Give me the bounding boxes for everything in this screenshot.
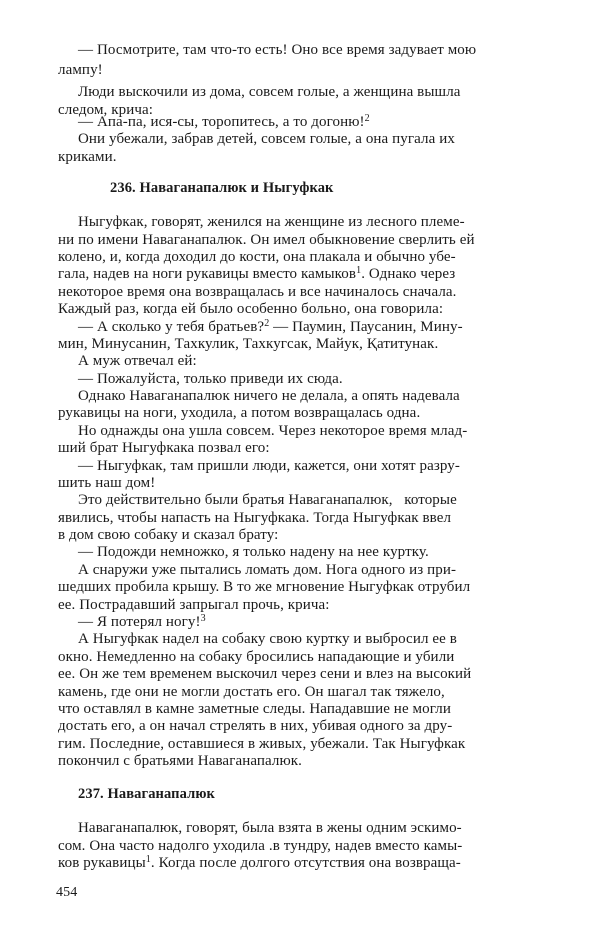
section-heading: 237. Наваганапалюк <box>78 786 215 802</box>
text-line: шедших пробила крышу. В то же мгновение Ныгуфкак отрубил <box>58 579 471 595</box>
text-line: Наваганапалюк, говорят, была взята в жены одним эскимо- <box>78 820 462 836</box>
text-line: ее. Он же тем временем выскочил через сени и влез на высокий <box>58 666 472 682</box>
text-line: Ныгуфкак, говорят, женился на женщине из лесного племе- <box>78 214 465 230</box>
text-line: сом. Она часто надолго уходила .в тундру, надев вместо камы- <box>58 838 463 854</box>
text-line: А Ныгуфкак надел на собаку свою куртку и выбросил ее в <box>78 631 457 647</box>
text-line: Но однажды она ушла совсем. Через некоторое время млад- <box>78 423 468 439</box>
text-line: А снаружи уже пытались ломать дом. Нога одного из при- <box>78 562 457 578</box>
text-line: рукавицы на ноги, уходила, а потом возвращалась одна. <box>58 405 421 421</box>
page-number: 454 <box>56 885 78 900</box>
text-line: в дом свою собаку и сказал брату: <box>58 527 279 543</box>
text-line: криками. <box>58 149 117 165</box>
text-line: что оставлял в камне заметные следы. Нападавшие не могли <box>58 701 451 717</box>
text-line: достать его, а он начал стрелять в них, убивая одного за дру- <box>58 718 453 734</box>
footnote-marker: 1 <box>145 854 151 865</box>
text-line: камень, где они не могли достать его. Он шагал так тяжело, <box>58 684 445 700</box>
text-line: Люди выскочили из дома, совсем голые, а женщина вышла <box>78 84 461 100</box>
text-line: Они убежали, забрав детей, совсем голые, а она пугала их <box>78 131 455 147</box>
text-line: покончил с братьями Наваганапалюк. <box>58 753 303 769</box>
text-line: Однако Наваганапалюк ничего не делала, а опять надевала <box>78 388 460 404</box>
text-line: ни по имени Наваганапалюк. Он имел обыкновение сверлить ей <box>58 232 475 248</box>
text-line: А муж отвечал ей: <box>78 353 197 369</box>
text-line: некоторое время она возвращалась и все начиналось сначала. <box>58 284 457 300</box>
text-line: — Подожди немножко, я только надену на нее куртку. <box>78 544 429 560</box>
text-line: следом, крича: <box>58 102 154 118</box>
text-line: ков рукавицы$^1$. Когда после долгого отсутствия она возвраща- <box>58 854 461 871</box>
text-line: лампу! <box>58 62 103 78</box>
text-line: Это действительно были братья Наваганапалюк, которые <box>78 492 457 508</box>
text-line: окно. Немедленно на собаку бросились нападающие и убили <box>58 649 455 665</box>
text-line: ший брат Ныгуфкака позвал его: <box>58 440 270 456</box>
footnote-marker: 3 <box>200 613 206 624</box>
text-line: мин, Минусанин, Тахкулик, Тахкугсак, Майук, Қатитунак. <box>58 336 439 352</box>
footnote-marker: 2 <box>364 113 370 124</box>
text-line: — Я потерял ногу!$^3$ <box>78 613 206 630</box>
section-heading: 236. Наваганапалюк и Ныгуфкак <box>110 180 334 196</box>
text-line: — А сколько у тебя братьев?$^2$ — Паумин, Паусанин, Мину- <box>78 318 463 335</box>
text-line: гим. Последние, оставшиеся в живых, убежали. Так Ныгуфкак <box>58 736 466 752</box>
footnote-marker: 1 <box>356 265 362 276</box>
text-line: гала, надев на ноги рукавицы вместо камыков$^1$. Однако через <box>58 265 456 282</box>
footnote-marker: 2 <box>264 318 270 329</box>
text-line: шить наш дом! <box>58 475 156 491</box>
text-line: — Апа-па, ися-сы, торопитесь, а то догоню!$^2$ <box>78 113 370 130</box>
text-line: ее. Пострадавший запрыгал прочь, крича: <box>58 597 330 613</box>
text-line: колено, и, когда доходил до кости, она плакала и обычно убе- <box>58 249 456 265</box>
text-line: Каждый раз, когда ей было особенно больно, она говорила: <box>58 301 444 317</box>
text-line: — Ныгуфкак, там пришли люди, кажется, они хотят разру- <box>78 458 460 474</box>
text-line: — Пожалуйста, только приведи их сюда. <box>78 371 343 387</box>
text-line: явились, чтобы напасть на Ныгуфкака. Тогда Ныгуфкак ввел <box>58 510 452 526</box>
text-line: — Посмотрите, там что-то есть! Оно все время задувает мою <box>78 42 477 58</box>
